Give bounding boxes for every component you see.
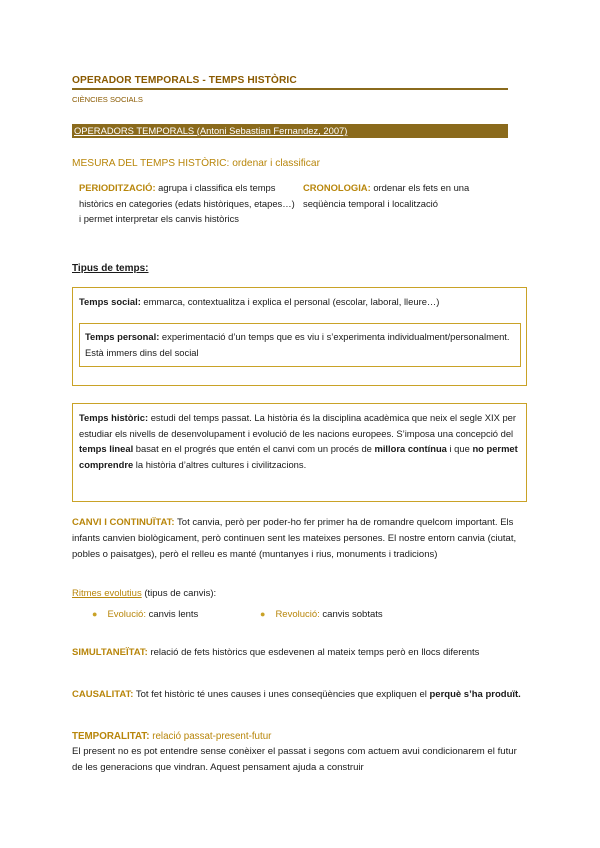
section-banner — [72, 124, 508, 138]
list-item — [260, 609, 383, 620]
temporality-label: TEMPORALITAT: — [72, 731, 150, 742]
measure-value: ordenar i classificar — [229, 158, 320, 169]
chronology-label: CRONOLOGIA: — [303, 182, 371, 193]
historic-time-label: Temps històric: — [79, 412, 149, 423]
historic-time-box — [72, 403, 527, 502]
measure-heading — [72, 158, 320, 169]
change-paragraph — [72, 515, 522, 562]
personal-time-box — [79, 323, 521, 367]
change-text: Tot canvia, però per poder-ho fer primer ha de romandre quelcom important. Els infants canvien biològicament, però continuen sent les mateixes persones. El nostre entorn canvia (ciutat, pobles o paisatges), però el relleu es manté (muntanyes i rius, monuments i tradicions) — [72, 517, 517, 560]
page-title: OPERADOR TEMPORALS - TEMPS HISTÒRIC — [72, 75, 297, 86]
bullet-icon: ● — [260, 609, 266, 619]
personal-time-label: Temps personal: — [85, 331, 160, 342]
temporality-value: relació passat-present-futur — [149, 731, 272, 742]
historic-text-1: estudi del temps passat. La història és la disciplina acadèmica que neix el segle XIX per estudiar els nivells de desenvolupament i evolució de les nacions europees. S’imposa una concepció del — [79, 412, 517, 439]
temporality-text: El present no es pot entendre sense conèixer el passat i segons com actuem avui condicionarem el futur de les generacions que vindran. Aquest pensament ajuda a construir — [72, 746, 517, 773]
page-subtitle: CIÈNCIES SOCIALS — [72, 95, 143, 104]
historic-text-2: basat en el progrés que entén el canvi com un procés de — [133, 443, 375, 455]
types-heading: Tipus de temps: — [72, 263, 149, 274]
bullet-label: Revolució: — [275, 609, 320, 620]
change-label: CANVI I CONTINUÏTAT: — [72, 517, 175, 528]
rhythms-text: (tipus de canvis): — [141, 588, 217, 599]
temporality-heading — [72, 731, 271, 742]
simultaneity-paragraph — [72, 645, 522, 661]
personal-time-desc: experimentació d’un temps que es viu i s’experimenta individualment/personalment. Està immers dins del social — [85, 331, 510, 358]
bullet-text: canvis lents — [146, 609, 199, 620]
social-time-label: Temps social: — [79, 296, 141, 307]
causality-label: CAUSALITAT: — [72, 689, 134, 700]
simultaneity-label: SIMULTANEÏTAT: — [72, 647, 148, 658]
bullet-text: canvis sobtats — [319, 609, 383, 620]
historic-text-3: i que — [446, 443, 473, 455]
rhythms-link[interactable]: Ritmes evolutius — [72, 588, 142, 599]
causality-paragraph — [72, 687, 522, 703]
periodization-text: agrupa i classifica els temps històrics en categories (edats històriques, etapes…) i permet interpretar els canvis històrics — [79, 182, 295, 224]
measure-label: MESURA DEL TEMPS HISTÒRIC: — [72, 158, 230, 169]
simultaneity-text: relació de fets històrics que esdevenen al mateix temps però en llocs diferents — [147, 647, 480, 658]
periodization-label: PERIODITZACIÓ: — [79, 182, 156, 193]
historic-bold-2: millora contínua — [374, 443, 447, 455]
historic-text-4: la història d’altres cultures i civilitzacions. — [133, 458, 307, 470]
list-item — [92, 609, 198, 620]
banner-text: OPERADORS TEMPORALS (Antoni Sebastian Fernandez, 2007) — [74, 125, 348, 136]
periodization-block — [79, 180, 297, 227]
historic-bold-3: no permet comprendre — [79, 443, 518, 470]
historic-bold-1: temps lineal — [79, 443, 134, 455]
personal-time-text — [85, 329, 517, 360]
social-time-text — [79, 294, 519, 310]
causality-bold: perquè s’ha produït. — [429, 689, 521, 700]
chronology-block — [303, 180, 513, 211]
title-rule — [72, 88, 508, 90]
social-time-desc: emmarca, contextualitza i explica el personal (escolar, laboral, lleure…) — [140, 296, 440, 307]
historic-time-text — [79, 410, 521, 472]
bullet-label: Evolució: — [107, 609, 146, 620]
rhythms-line — [72, 588, 216, 599]
causality-text: Tot fet històric té unes causes i unes conseqüències que expliquen el — [133, 689, 430, 700]
bullet-icon: ● — [92, 609, 98, 619]
chronology-text: ordenar els fets en una seqüència temporal i localització — [303, 182, 470, 209]
